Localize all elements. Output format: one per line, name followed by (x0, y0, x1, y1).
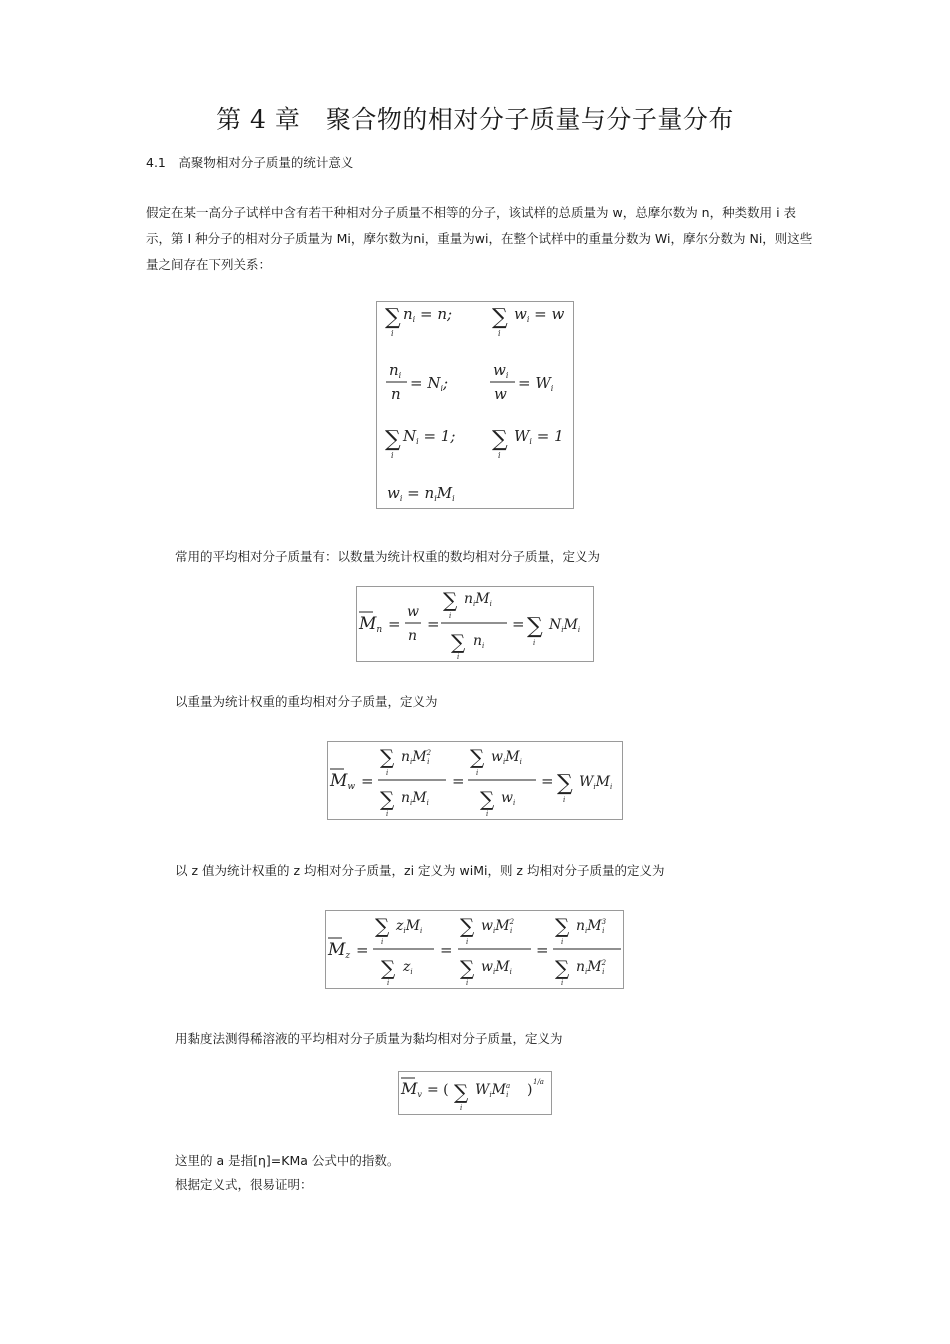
svg-text:wi = niMi: $w_i = n_iM_i$ (387, 484, 455, 503)
svg-text:= Wi: = $W_i$ (518, 374, 554, 393)
svg-text:1/a: 1/a (533, 1078, 544, 1086)
svg-text:Mv: Mv (401, 1079, 422, 1099)
svg-text:∑: ∑ (380, 745, 395, 769)
svg-text:i: i (533, 639, 536, 647)
svg-text:wiMi: $w_iM_i$ (491, 749, 522, 766)
svg-text:= (: = ( (427, 1082, 449, 1098)
svg-text:WiMai: $W_iM^a$ i (475, 1082, 511, 1099)
svg-text:w: w (494, 385, 507, 403)
text-viscosity-average: 用黏度法测得稀溶液的平均相对分子质量为黏均相对分子质量，定义为 (175, 1031, 563, 1046)
svg-text:niMi: $n_iM_i$ (464, 591, 492, 608)
svg-text:=: = (452, 772, 465, 790)
svg-text:=: = (356, 941, 369, 959)
svg-text:i: i (391, 451, 394, 460)
svg-text:∑: ∑ (454, 1080, 469, 1104)
text-number-average: 常用的平均相对分子质量有：以数量为统计权重的数均相对分子质量，定义为 (175, 549, 601, 564)
svg-text:niM2i: $n_iM^2$ i (576, 959, 607, 976)
svg-text:wiM2i: $w_iM^2$ i (481, 918, 515, 935)
svg-text:Wi = 1: $W_i = 1$ (514, 427, 564, 446)
svg-text:i: i (457, 653, 460, 661)
svg-text:i: i (476, 769, 479, 777)
svg-text:zi: $z_i$ (403, 959, 413, 976)
svg-text:i: i (466, 938, 469, 946)
weight-average-formula (327, 741, 623, 820)
text-exponent-note: 这里的 a 是指[η]=KMa 公式中的指数。 (175, 1153, 400, 1168)
svg-text:∑: ∑ (557, 771, 573, 796)
svg-text:=: = (512, 615, 525, 633)
svg-text:i: i (381, 938, 384, 946)
svg-text:∑: ∑ (460, 956, 475, 980)
svg-text:ni: $n_i$ (473, 633, 485, 650)
svg-text:i: i (449, 612, 452, 620)
svg-text:∑: ∑ (380, 787, 395, 811)
viscosity-average-formula (398, 1071, 552, 1115)
svg-text:niM2i: $n_iM^2$ i (401, 749, 432, 766)
svg-text:w: w (407, 604, 419, 620)
section-heading: 4.1 高聚物相对分子质量的统计意义 (146, 155, 354, 170)
svg-text:i: i (563, 796, 566, 804)
svg-text:∑: ∑ (385, 305, 401, 330)
svg-text:Mz: Mz (328, 940, 351, 961)
svg-text:∑: ∑ (443, 588, 458, 612)
svg-text:n: n (391, 385, 401, 403)
svg-text:): ) (527, 1082, 533, 1098)
intro-paragraph: 假定在某一高分子试样中含有若干种相对分子质量不相等的分子，该试样的总质量为 w，总摩尔数为 n，种类数用 i 表示，第 I 种分子的相对分子质量为 Mi，摩尔数为ni，重量为wi，在整个试样中的重量分数为 Wi，摩尔分数为 Ni，则这些量之间存在下列关系： (146, 205, 813, 272)
svg-text:i: i (460, 1104, 463, 1112)
svg-text:i: i (498, 451, 501, 460)
svg-text:i: i (561, 938, 564, 946)
svg-text:i: i (391, 329, 394, 338)
svg-text:i: i (386, 810, 389, 818)
svg-text:∑: ∑ (527, 614, 543, 639)
chapter-title: 第 4 章 聚合物的相对分子质量与分子量分布 (216, 105, 734, 134)
svg-text:∑: ∑ (375, 914, 390, 938)
svg-text:niM3i: $n_iM^3$ i (576, 918, 607, 935)
svg-text:∑: ∑ (492, 427, 508, 452)
svg-text:Mn: Mn (359, 614, 383, 635)
svg-text:n: n (408, 628, 418, 644)
svg-text:∑: ∑ (470, 745, 485, 769)
svg-text:∑: ∑ (385, 427, 401, 452)
svg-text:i: i (387, 979, 390, 987)
z-average-formula (325, 910, 624, 989)
svg-text:i: i (498, 329, 501, 338)
relations-formula (376, 301, 574, 509)
svg-text:NiMi: $N_iM_i$ (549, 617, 581, 634)
svg-text:=: = (541, 772, 554, 790)
svg-text:∑: ∑ (381, 956, 396, 980)
svg-text:ziMi: $z_iM_i$ (396, 918, 423, 935)
svg-text:∑: ∑ (492, 305, 508, 330)
svg-text:Ni = 1;: $N_i = 1$; (403, 427, 456, 446)
text-proof: 根据定义式，很易证明： (175, 1177, 313, 1192)
svg-text:∑: ∑ (451, 630, 466, 654)
number-average-formula (356, 586, 594, 662)
svg-text:wi = w: $w_i = w$ (514, 305, 565, 324)
text-z-average: 以 z 值为统计权重的 z 均相对分子质量，zi 定义为 wiMi，则 z 均相对分子质量的定义为 (175, 863, 665, 878)
svg-text:i: i (386, 769, 389, 777)
svg-text:=: = (361, 772, 374, 790)
text-weight-average: 以重量为统计权重的重均相对分子质量，定义为 (175, 694, 438, 709)
svg-text:=: = (388, 615, 401, 633)
svg-text:ni = n;: $n_i = n$; (403, 305, 453, 324)
svg-text:∑: ∑ (555, 956, 570, 980)
svg-text:WiMi: $W_iM_i$ (579, 774, 613, 791)
svg-text:wi: $w_i$ (501, 790, 516, 807)
svg-text:∑: ∑ (460, 914, 475, 938)
svg-text:i: i (466, 979, 469, 987)
svg-text:=: = (536, 941, 549, 959)
svg-text:=: = (440, 941, 453, 959)
svg-text:= Ni;: = $N_i$; (410, 374, 449, 393)
svg-text:i: i (561, 979, 564, 987)
svg-text:=: = (427, 615, 440, 633)
svg-text:wiMi: $w_iM_i$ (481, 959, 512, 976)
svg-text:∑: ∑ (555, 914, 570, 938)
svg-text:ni: $n_i$ (389, 361, 402, 380)
svg-text:Mw: Mw (330, 771, 356, 792)
svg-text:niMi: $n_iM_i$ (401, 790, 429, 807)
svg-text:∑: ∑ (480, 787, 495, 811)
svg-text:i: i (486, 810, 489, 818)
svg-text:wi: $w_i$ (493, 361, 509, 380)
